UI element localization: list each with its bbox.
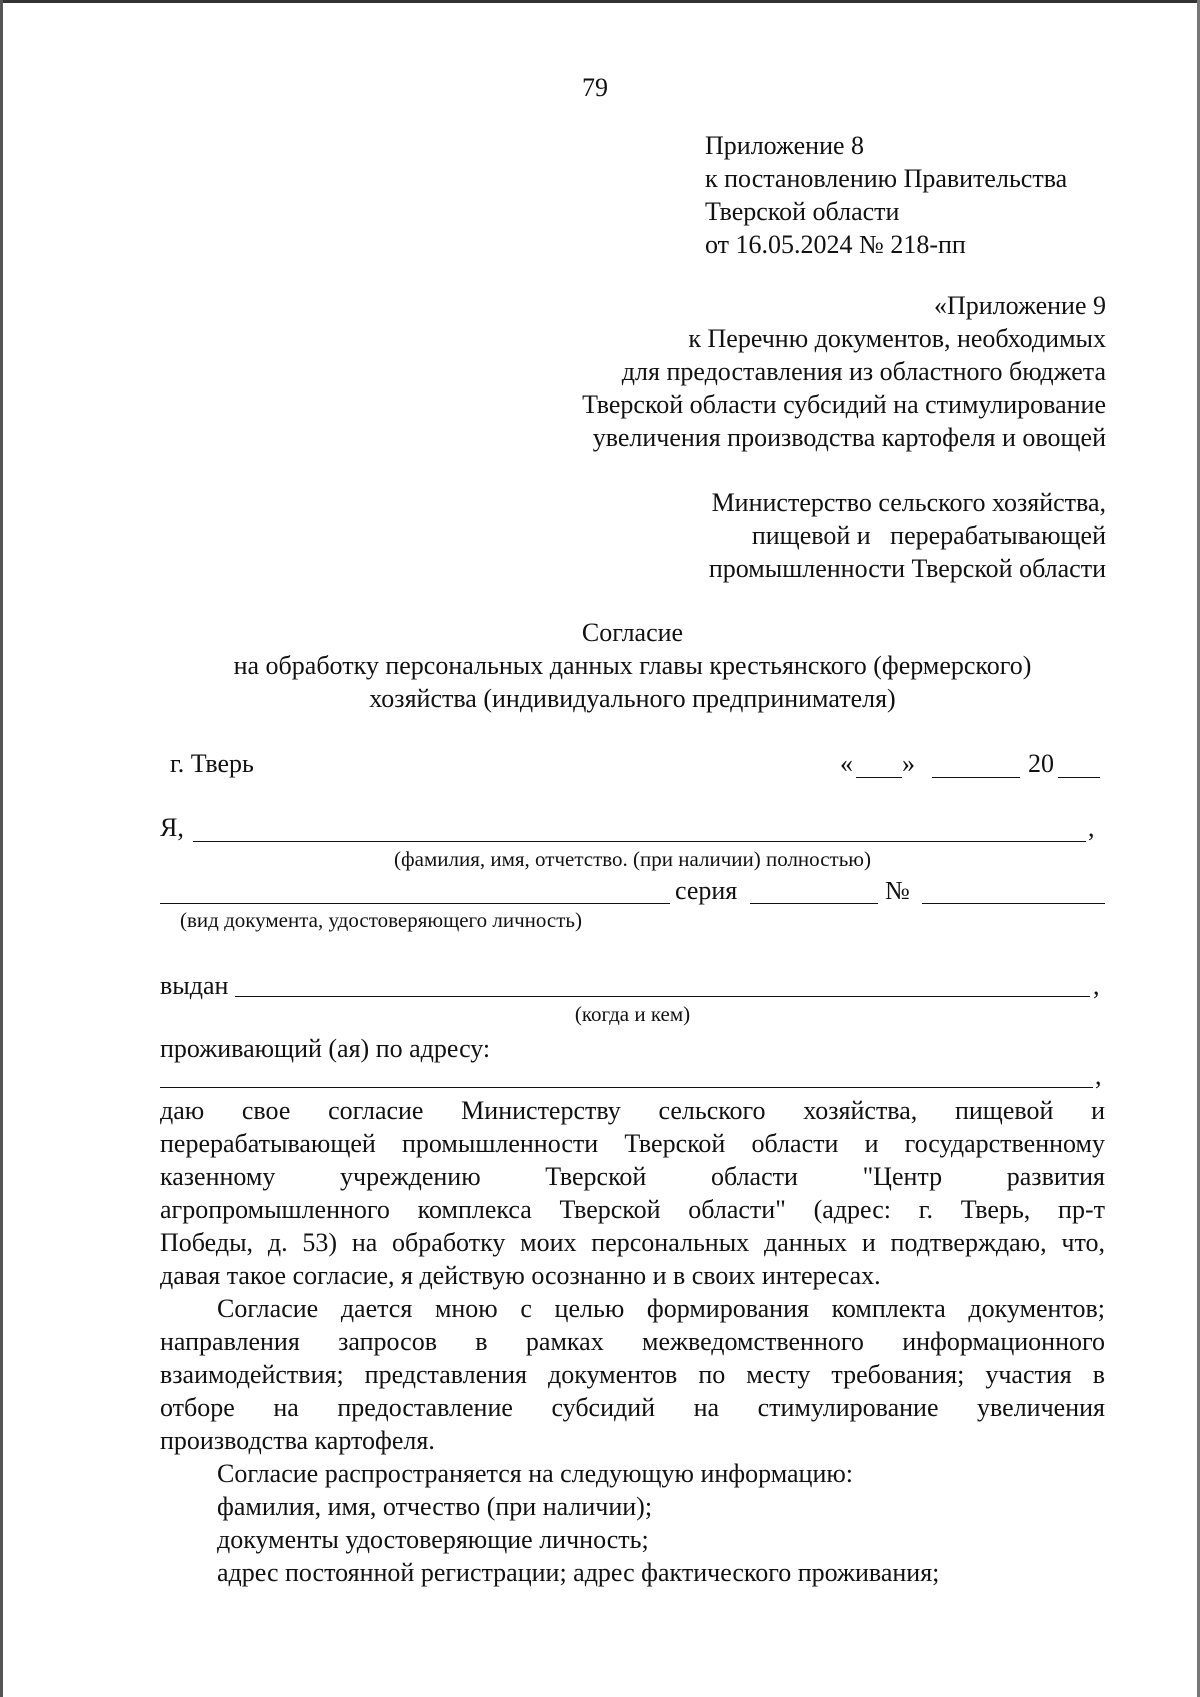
fio-comma: , (1088, 813, 1095, 842)
doc-type-blank[interactable] (160, 903, 670, 904)
list-item: адрес постоянной регистрации; адрес фактического проживания; (217, 1558, 940, 1587)
addressee-line: пищевой и перерабатывающей (751, 521, 1106, 550)
address-label: проживающий (ая) по адресу: (160, 1034, 491, 1063)
issued-caption: (когда и кем) (574, 1002, 691, 1026)
issued-label: выдан (160, 971, 229, 1000)
date-quote-close: » (902, 749, 915, 778)
number-blank[interactable] (922, 903, 1105, 904)
paragraph-line: перерабатывающей промышленности Тверской области и государственному (160, 1129, 1105, 1158)
series-label: серия (675, 876, 738, 905)
issued-comma: , (1093, 971, 1100, 1000)
list-item: документы удостоверяющие личность; (217, 1525, 649, 1554)
list-intro: Согласие распространяется на следующую информацию: (217, 1459, 854, 1488)
title-line: Согласие (581, 618, 684, 647)
title-line: на обработку персональных данных главы крестьянского (фермерского) (233, 651, 1032, 680)
paragraph-line: казенному учреждению Тверской области "Центр развития (160, 1162, 1105, 1191)
date-year-prefix: 20 (1028, 749, 1054, 778)
address-blank[interactable] (160, 1087, 1093, 1088)
attachment9-line: увеличения производства картофеля и овощей (592, 423, 1106, 452)
fio-caption: (фамилия, имя, отчетство. (при наличии) полностью) (394, 847, 871, 871)
number-label: № (885, 876, 910, 905)
paragraph-line: давая такое согласие, я действую осознанно и в своих интересах. (160, 1261, 881, 1290)
date-day-blank[interactable] (856, 777, 902, 778)
date-quote-open: « (840, 749, 853, 778)
paragraph-line: агропромышленного комплекса Тверской области" (адрес: г. Тверь, пр-т (160, 1195, 1105, 1224)
address-comma: , (1095, 1061, 1102, 1090)
issued-blank[interactable] (235, 996, 1090, 997)
paragraph-line: даю свое согласие Министерству сельского хозяйства, пищевой и (160, 1096, 1105, 1125)
city-label: г. Тверь (170, 749, 254, 778)
scan-border-top (0, 0, 1200, 3)
addressee-line: Министерство сельского хозяйства, (711, 488, 1106, 517)
list-item: фамилия, имя, отчество (при наличии); (217, 1492, 653, 1521)
paragraph-line: Согласие дается мною с целью формирования комплекта документов; (217, 1294, 1105, 1323)
page-number: 79 (582, 73, 608, 102)
attachment9-line: Тверской области субсидий на стимулирование (582, 390, 1106, 419)
paragraph-line: отборе на предоставление субсидий на стимулирование увеличения (160, 1393, 1105, 1422)
date-year-blank[interactable] (1058, 777, 1100, 778)
doc-caption: (вид документа, удостоверяющего личность) (180, 908, 583, 932)
paragraph-line: взаимодействия; представления документов по месту требования; участия в (160, 1360, 1105, 1389)
attachment9-line: к Перечню документов, необходимых (688, 324, 1106, 353)
paragraph-line: направления запросов в рамках межведомственного информационного (160, 1327, 1105, 1356)
series-blank[interactable] (750, 903, 878, 904)
addressee-line: промышленности Тверской области (708, 554, 1106, 583)
attachment9-line: для предоставления из областного бюджета (621, 357, 1106, 386)
fio-blank[interactable] (193, 841, 1086, 842)
attachment8-line: Приложение 8 (705, 131, 865, 160)
paragraph-line: производства картофеля. (160, 1426, 435, 1455)
attachment8-line: Тверской области (705, 197, 900, 226)
attachment8-line: от 16.05.2024 № 218-пп (705, 230, 966, 259)
attachment9-line: «Приложение 9 (933, 291, 1106, 320)
title-line: хозяйства (индивидуального предпринимателя) (369, 684, 896, 713)
attachment8-line: к постановлению Правительства (705, 164, 1068, 193)
date-month-blank[interactable] (932, 777, 1020, 778)
scan-border-left (0, 0, 3, 1697)
i-label: Я, (160, 813, 184, 842)
paragraph-line: Победы, д. 53) на обработку моих персональных данных и подтверждаю, что, (160, 1228, 1105, 1257)
